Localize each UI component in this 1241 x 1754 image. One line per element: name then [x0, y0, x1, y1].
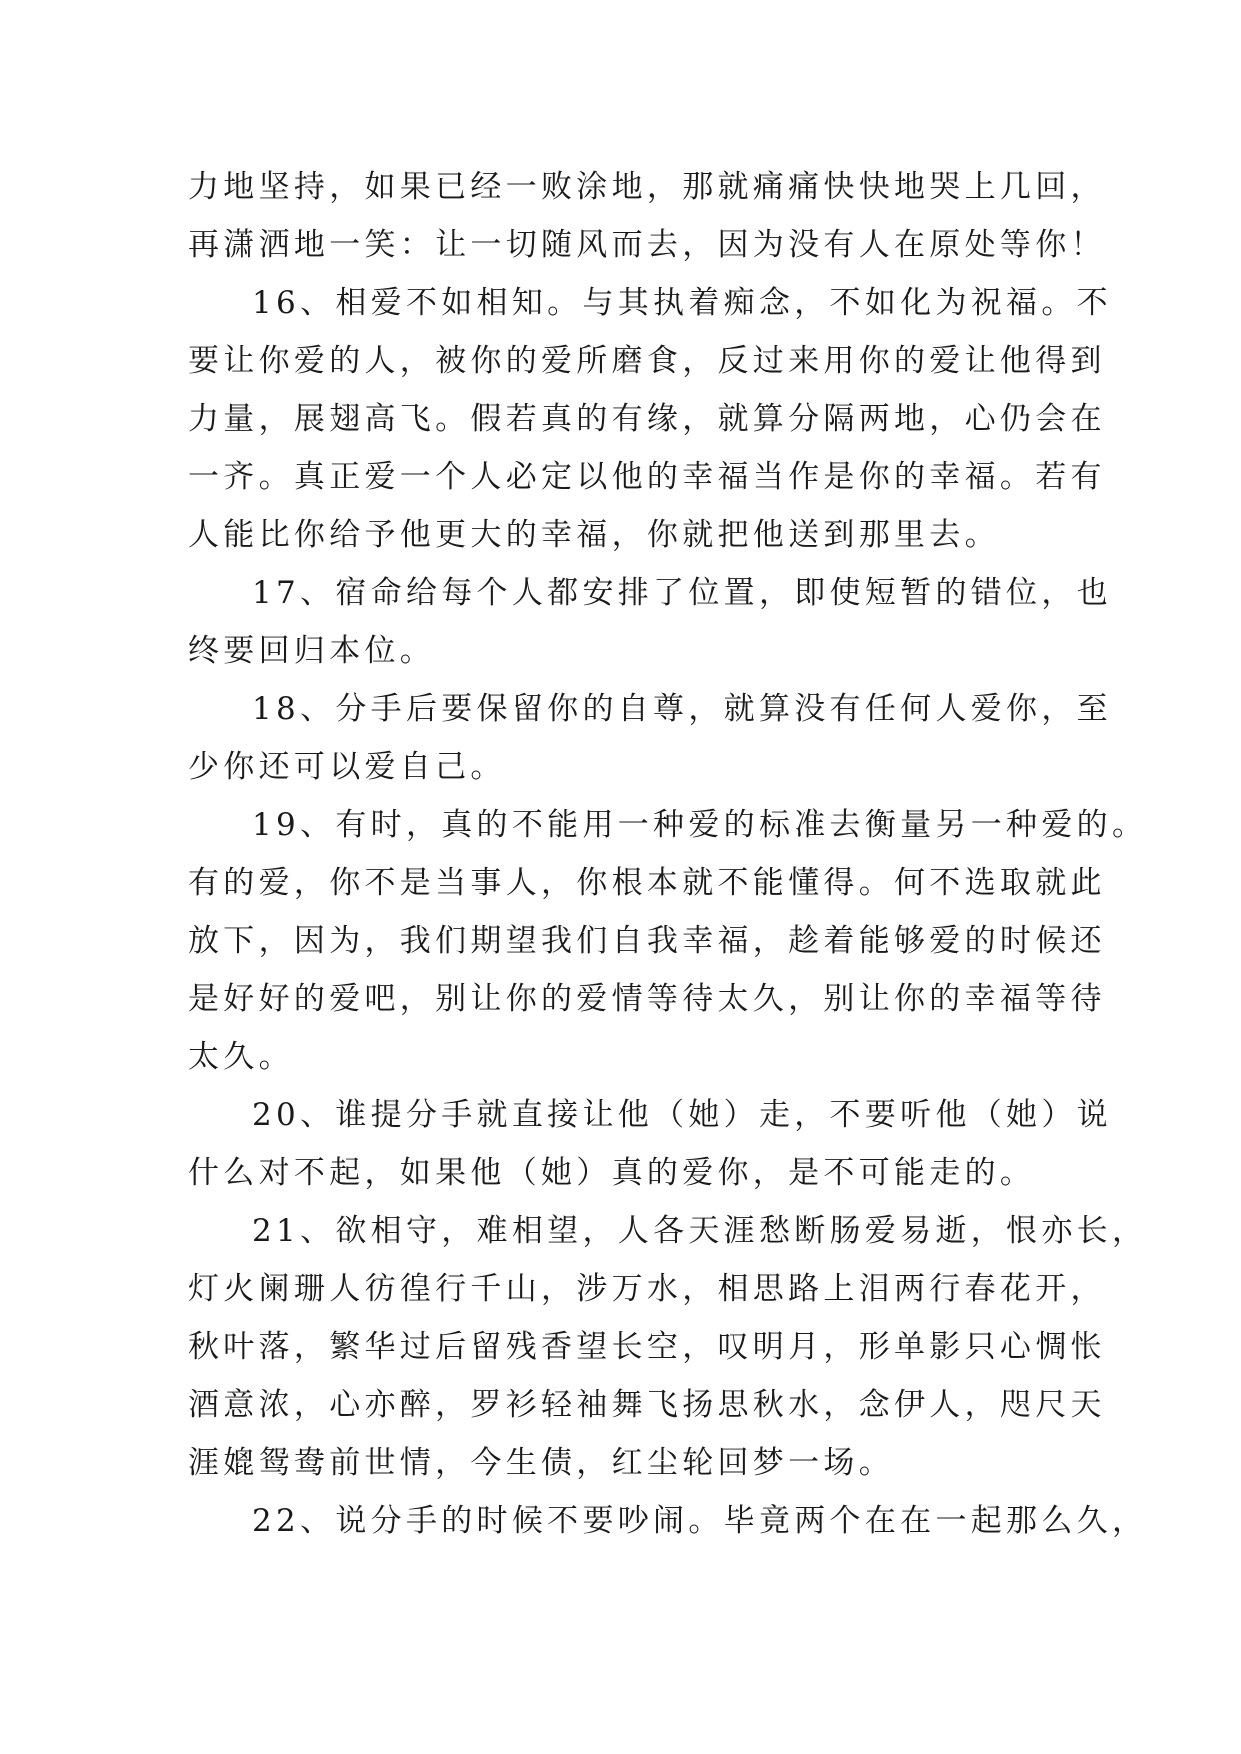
text-line: 力地坚持，如果已经一败涂地，那就痛痛快快地哭上几回，: [188, 169, 1106, 205]
text-line: 什么对不起，如果他（她）真的爱你，是不可能走的。: [188, 1155, 1036, 1191]
document-body: [188, 158, 1148, 1550]
paragraph-start-line: 20、谁提分手就直接让他（她）走，不要听他（她）说: [252, 1097, 1112, 1133]
text-line: 酒意浓，心亦醉，罗衫轻袖舞飞扬思秋水，念伊人，咫尺天: [188, 1387, 1106, 1423]
paragraph-start-line: 19、有时，真的不能用一种爱的标准去衡量另一种爱的。: [252, 807, 1148, 843]
text-line: 放下，因为，我们期望我们自我幸福，趁着能够爱的时候还: [188, 923, 1106, 959]
paragraph-start-line: 21、欲相守，难相望，人各天涯愁断肠爱易逝，恨亦长，: [252, 1213, 1148, 1249]
text-line: 灯火阑珊人彷徨行千山，涉万水，相思路上泪两行春花开，: [188, 1271, 1106, 1307]
paragraph-start-line: 16、相爱不如相知。与其执着痴念，不如化为祝福。不: [252, 285, 1112, 321]
paragraph-start-line: 17、宿命给每个人都安排了位置，即使短暂的错位，也: [252, 575, 1112, 611]
text-line: 再潇洒地一笑：让一切随风而去，因为没有人在原处等你！: [188, 227, 1106, 263]
text-line: 要让你爱的人，被你的爱所磨食，反过来用你的爱让他得到: [188, 343, 1106, 379]
text-line: 太久。: [188, 1039, 294, 1075]
text-line: 一齐。真正爱一个人必定以他的幸福当作是你的幸福。若有: [188, 459, 1106, 495]
text-line: 少你还可以爱自己。: [188, 749, 506, 785]
paragraph-start-line: 22、说分手的时候不要吵闹。毕竟两个在在一起那么久，: [252, 1503, 1148, 1539]
text-line: 秋叶落，繁华过后留残香望长空，叹明月，形单影只心惆怅: [188, 1329, 1106, 1365]
text-line: 有的爱，你不是当事人，你根本就不能懂得。何不选取就此: [188, 865, 1106, 901]
paragraph-start-line: 18、分手后要保留你的自尊，就算没有任何人爱你，至: [252, 691, 1112, 727]
text-line: 终要回归本位。: [188, 633, 436, 669]
text-line: 涯媲鸳鸯前世情，今生债，红尘轮回梦一场。: [188, 1445, 894, 1481]
text-line: 是好好的爱吧，别让你的爱情等待太久，别让你的幸福等待: [188, 981, 1106, 1017]
text-line: 人能比你给予他更大的幸福，你就把他送到那里去。: [188, 517, 1000, 553]
text-line: 力量，展翅高飞。假若真的有缘，就算分隔两地，心仍会在: [188, 401, 1106, 437]
